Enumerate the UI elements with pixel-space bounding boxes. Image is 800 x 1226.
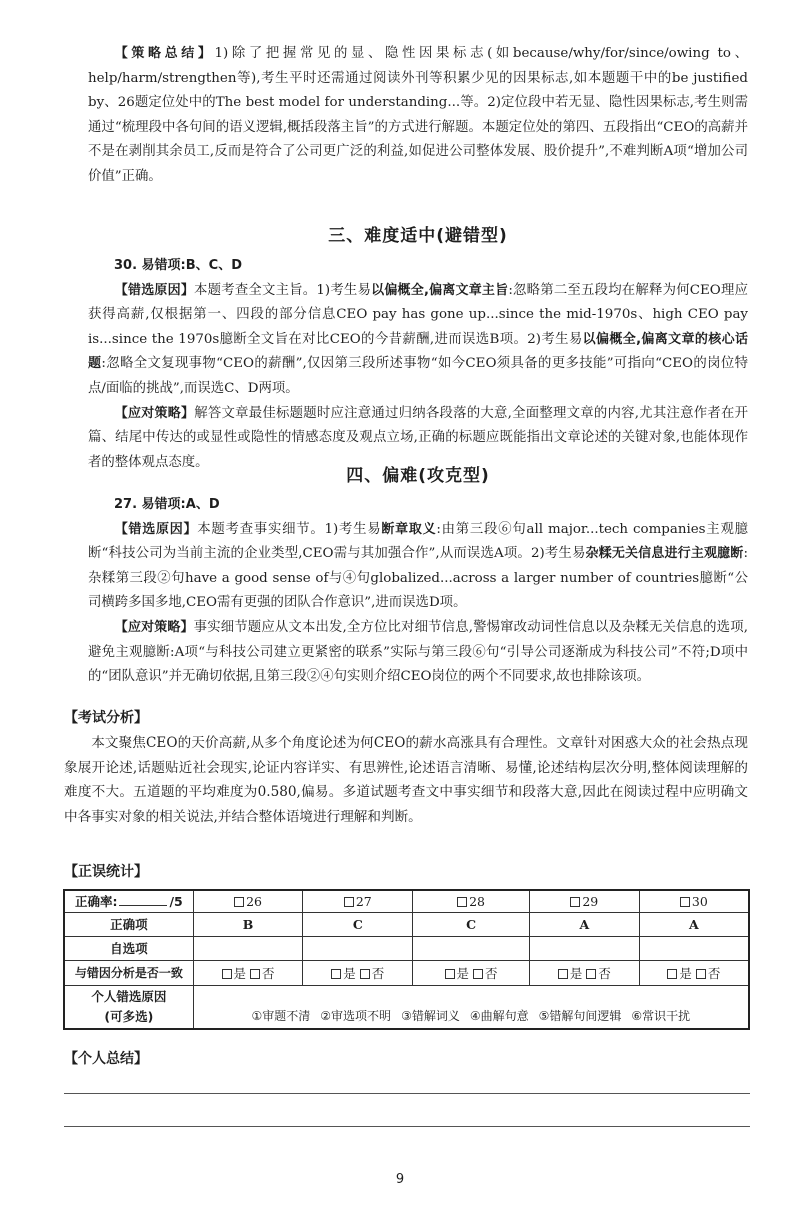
row-label-correct: 正确项 <box>64 912 193 936</box>
question-cell <box>529 890 639 912</box>
section3-reason-label: 【错选原因】 <box>114 282 195 298</box>
stats-row-self <box>64 936 749 960</box>
no-label: 否 <box>371 965 385 981</box>
reason-option[interactable]: ⑥常识干扰 <box>631 1009 691 1023</box>
section4-reason-text-3: :杂糅第三段②句have a good sense of与④句globalized...across a larger number of countries臆断“公司横跨多国多地,CEO需有更强的团队合作意识”,进而误选D项。 <box>88 546 748 611</box>
question-cell <box>639 890 749 912</box>
yes-label: 是 <box>456 965 470 981</box>
section4-reason-label: 【错选原因】 <box>114 521 198 537</box>
reason-option[interactable]: ①审题不清 <box>251 1009 311 1023</box>
no-label: 否 <box>598 965 611 981</box>
stats-table <box>63 889 750 1030</box>
row-label-reasons-line2: (可多选) <box>104 1008 154 1024</box>
exam-analysis-title: 【考试分析】 <box>64 710 148 726</box>
exam-analysis-text: 本文聚焦CEO的天价高薪,从多个角度论述为何CEO的薪水高涨具有合理性。文章针对困惑大众的社会热点现象展开论述,话题贴近社会现实,论证内容详实、有思辨性,论述语言清晰、易懂,论述结构层次分明,整体阅读理解的难度不大。五道题的平均难度为0.580,偏易。多道试题考查文中事实细节和段落大意,因此在阅读过程中应明确文中各事实对象的相关说法,并结合整体语境进行理解和判断。 <box>64 735 748 825</box>
section3-reason-text-2: :忽略第二至五段均在解释为何CEO理应获得高薪,仅根据第一、四段的部分信息CEO pay has gone up...since the mid-1970s、high CEO pay is...since the 1970s臆断全文旨在对比CEO的今昔薪酬,进而误选B项。2)考生易 <box>88 282 748 347</box>
section3-item-line: 30. 易错项:B、C、D <box>114 258 242 273</box>
stats-row-correct <box>64 912 749 936</box>
row-label-reasons <box>64 985 193 1029</box>
question-checkbox[interactable] <box>570 897 580 907</box>
no-label: 否 <box>707 965 721 981</box>
stats-row-questions <box>64 890 749 912</box>
section4-reason-text-1: 本题考查事实细节。1)考生易 <box>197 521 382 537</box>
row-label-self: 自选项 <box>64 936 193 960</box>
correct-rate-cell <box>64 890 193 912</box>
strategy-summary-label: 【策略总结】 <box>114 46 215 61</box>
correct-answer: C <box>303 912 413 936</box>
correct-answer: C <box>413 912 530 936</box>
question-checkbox[interactable] <box>344 897 354 907</box>
question-number: 30 <box>691 893 708 909</box>
section3-reason-text-3: :忽略全文复现事物“CEO的薪酬”,仅因第三段所述事物“如今CEO须具备的更多技能”可指向“CEO的岗位特点/面临的挑战”,而误选C、D两项。 <box>88 356 748 396</box>
yes-label: 是 <box>679 965 692 981</box>
correct-rate-denominator: /5 <box>169 894 183 910</box>
no-checkbox[interactable] <box>250 969 260 979</box>
section4-heading: 四、偏难(攻克型) <box>346 466 490 486</box>
section4-coping <box>88 616 748 690</box>
section4-coping-label: 【应对策略】 <box>114 619 194 635</box>
exam-analysis-body <box>64 731 748 829</box>
yes-label: 是 <box>569 965 583 981</box>
section4-reason <box>88 518 748 616</box>
section4-coping-text: 事实细节题应从文本出发,全方位比对细节信息,警惕窜改动词性信息以及杂糅无关信息的选项,避免主观臆断:A项“与科技公司建立更紧密的联系”实际与第三段⑥句“引导公司逐渐成为科技公司”不符;D项中的“团队意识”并无确切依据,且第三段②④句实则介绍CEO岗位的两个不同要求,故也排除该项。 <box>88 619 748 685</box>
question-cell <box>413 890 530 912</box>
yes-checkbox[interactable] <box>222 969 232 979</box>
section4-reason-text-2: :由第三段⑥句all major...tech companies主观臆断“科技公司为当前主流的企业类型,CEO需与其加强合作”,从而误选A项。2)考生易 <box>88 521 748 562</box>
yes-label: 是 <box>233 965 247 981</box>
yes-checkbox[interactable] <box>667 969 677 979</box>
row-label-reasons-line1: 个人错选原因 <box>91 988 167 1004</box>
no-checkbox[interactable] <box>586 969 596 979</box>
strategy-summary-text: 1)除了把握常见的显、隐性因果标志(如because/why/for/since/owing to、help/harm/strengthen等),考生平时还需通过阅读外刊等积累少见的因果标志,如本题题干中的be justified by、26题定位处中的The best model for understanding...等。2)定位段中若无显、隐性因果标志,考生则需通过“梳理段中各句间的语义逻辑,概括段落主旨”的方式进行解题。本题定位处的第四、五段指出“CEO的高薪并不是在剥削其余员工,反而是符合了公司更广泛的利益,如促进公司整体发展、股价提升”,不难判断A项“增加公司价值”正确。 <box>88 46 748 184</box>
yes-checkbox[interactable] <box>445 969 455 979</box>
yes-label: 是 <box>343 965 356 981</box>
strategy-summary <box>88 42 748 190</box>
personal-summary-title: 【个人总结】 <box>64 1051 148 1067</box>
question-number: 28 <box>469 893 486 909</box>
page-number: 9 <box>395 1172 405 1187</box>
self-answer-cell[interactable] <box>413 936 530 960</box>
yes-checkbox[interactable] <box>558 969 568 979</box>
no-checkbox[interactable] <box>360 969 370 979</box>
no-label: 否 <box>485 965 498 981</box>
section4-reason-keyword-1: 断章取义 <box>381 521 437 537</box>
stats-title: 【正误统计】 <box>64 864 148 880</box>
section3-reason-keyword-1: 以偏概全,偏离文章主旨 <box>371 282 509 298</box>
section3-coping-label: 【应对策略】 <box>114 405 195 421</box>
stats-row-reasons <box>64 985 749 1029</box>
self-answer-cell[interactable] <box>193 936 303 960</box>
self-answer-cell[interactable] <box>303 936 413 960</box>
no-checkbox[interactable] <box>473 969 483 979</box>
question-checkbox[interactable] <box>457 897 467 907</box>
reason-option[interactable]: ②审选项不明 <box>320 1009 392 1023</box>
summary-writing-line[interactable] <box>64 1093 750 1094</box>
reason-option[interactable]: ⑤错解句间逻辑 <box>538 1009 622 1023</box>
section4-reason-keyword-2: 杂糅无关信息进行主观臆断 <box>585 546 744 562</box>
section3-reason-keyword-2: 以偏概全,偏离文章的核心话题 <box>88 331 748 372</box>
match-cell <box>529 960 639 985</box>
no-checkbox[interactable] <box>696 969 706 979</box>
reason-option[interactable]: ③错解词义 <box>401 1009 460 1023</box>
reason-option[interactable]: ④曲解句意 <box>469 1009 529 1023</box>
question-number: 29 <box>582 893 599 909</box>
stats-row-match <box>64 960 749 985</box>
section3-coping-text: 解答文章最佳标题题时应注意通过归纳各段落的大意,全面整理文章的内容,尤其注意作者在开篇、结尾中传达的或显性或隐性的情感态度及观点立场,正确的标题应既能指出文章论述的关键对象,也能体现作者的整体观点态度。 <box>88 405 748 470</box>
question-checkbox[interactable] <box>680 897 690 907</box>
match-cell <box>193 960 303 985</box>
section4-item-line: 27. 易错项:A、D <box>114 497 220 512</box>
question-cell <box>303 890 413 912</box>
correct-answer: B <box>193 912 303 936</box>
summary-writing-line[interactable] <box>64 1126 750 1127</box>
row-label-match: 与错因分析是否一致 <box>64 960 193 985</box>
reasons-cell <box>193 985 749 1029</box>
question-checkbox[interactable] <box>234 897 244 907</box>
correct-answer: A <box>639 912 749 936</box>
yes-checkbox[interactable] <box>331 969 341 979</box>
match-cell <box>413 960 530 985</box>
self-answer-cell[interactable] <box>639 936 749 960</box>
section3-reason <box>88 279 748 402</box>
match-cell <box>303 960 413 985</box>
correct-rate-blank[interactable] <box>119 893 167 906</box>
section3-reason-text-1: 本题考查全文主旨。1)考生易 <box>194 282 372 298</box>
self-answer-cell[interactable] <box>529 936 639 960</box>
section4-body <box>88 493 748 690</box>
section3-heading: 三、难度适中(避错型) <box>328 226 508 246</box>
question-cell <box>193 890 303 912</box>
match-cell <box>639 960 749 985</box>
no-label: 否 <box>262 965 275 981</box>
section3-body <box>88 254 748 475</box>
question-number: 26 <box>246 893 262 909</box>
correct-answer: A <box>529 912 639 936</box>
correct-rate-label: 正确率: <box>74 894 118 910</box>
question-number: 27 <box>355 893 372 909</box>
